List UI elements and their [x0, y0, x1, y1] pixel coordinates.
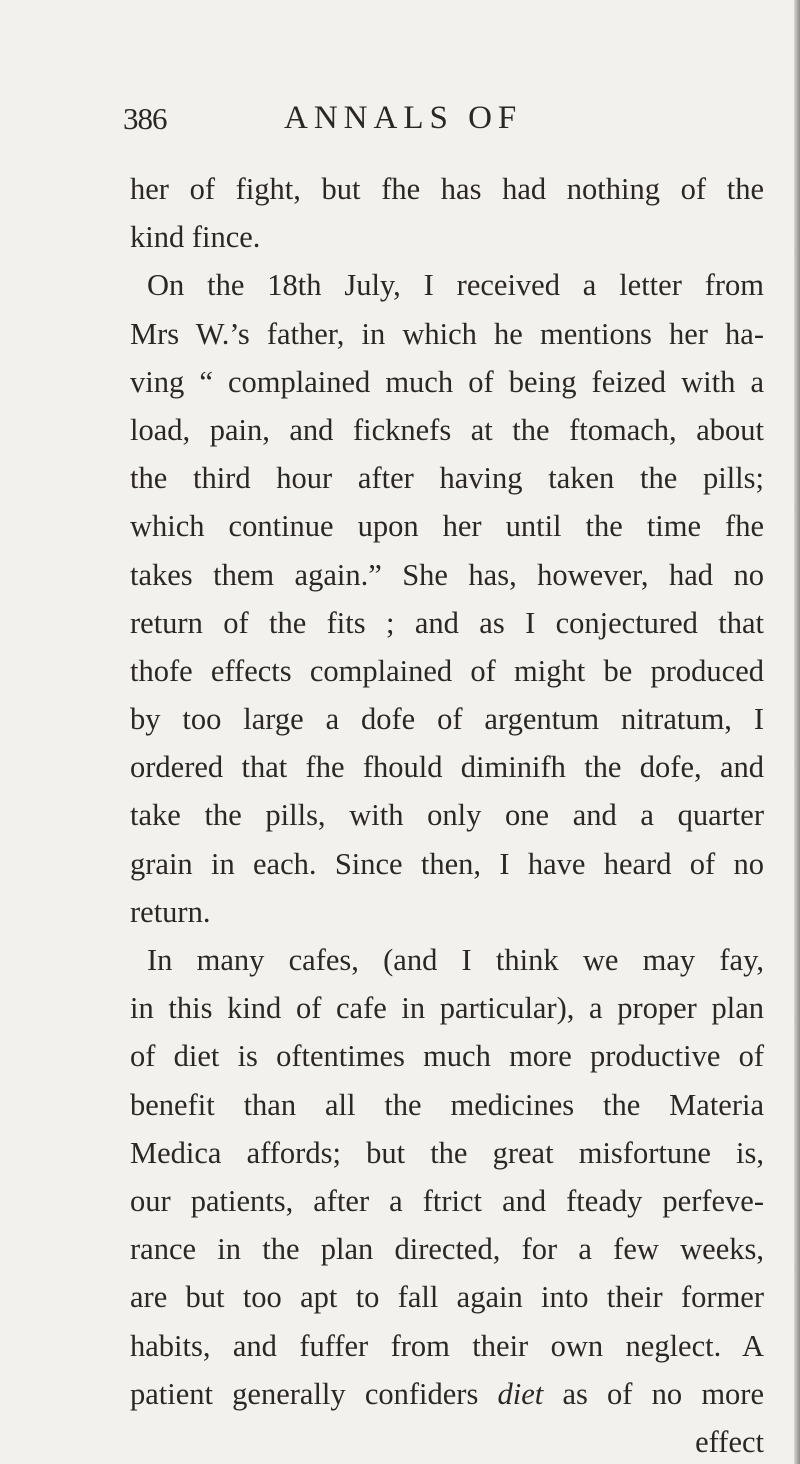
text-line: ordered that fhe fhould diminifh the dofe, and	[130, 750, 764, 785]
text-line: the third hour after having taken the pills;	[130, 461, 764, 496]
text-line	[130, 1370, 764, 1418]
page-edge-shadow	[794, 0, 800, 1464]
text-line: ving “ complained much of being feized with a	[130, 364, 764, 399]
text-line: Medica affords; but the great misfortune is,	[130, 1135, 764, 1170]
running-head: ANNALS OF	[284, 100, 523, 136]
text-line: in this kind of cafe in particular), a proper plan	[130, 991, 764, 1026]
text-line: Mrs W.’s father, in which he mentions her ha-	[130, 316, 764, 351]
text-line: In many cafes, (and I think we may fay,	[147, 943, 764, 977]
text-line: her of fight, but fhe has had nothing of the	[130, 172, 764, 206]
text-segment: patient generally confiders	[130, 1376, 479, 1411]
text-line: which continue upon her until the time fhe	[130, 509, 764, 544]
text-line: benefit than all the medicines the Materia	[130, 1087, 764, 1122]
text-line: grain in each. Since then, I have heard of no	[130, 846, 764, 881]
body-text	[130, 165, 764, 1464]
text-line: return of the fits ; and as I conjectured that	[130, 605, 764, 640]
text-line: take the pills, with only one and a quarter	[130, 798, 764, 833]
text-line: return.	[130, 894, 211, 929]
page-number: 386	[123, 101, 167, 136]
text-line: our patients, after a ftrict and fteady perfeve-	[130, 1183, 764, 1218]
text-segment: as of no more	[562, 1376, 764, 1411]
text-line: rance in the plan directed, for a few weeks,	[130, 1232, 764, 1267]
text-line: thofe effects complained of might be produced	[130, 653, 764, 688]
text-line: takes them again.” She has, however, had no	[130, 557, 764, 592]
text-line: habits, and fuffer from their own neglect. A	[130, 1328, 764, 1363]
text-line: of diet is oftentimes much more productive of	[130, 1039, 764, 1074]
text-line: On the 18th July, I received a letter from	[147, 268, 764, 303]
page-header	[123, 101, 723, 151]
text-line: load, pain, and ficknefs at the ftomach, about	[130, 412, 764, 447]
text-line: kind fince.	[130, 220, 261, 255]
text-line: by too large a dofe of argentum nitratum, I	[130, 702, 764, 737]
text-line: are but too apt to fall again into their former	[130, 1280, 764, 1315]
catchword: effect	[695, 1424, 764, 1459]
italic-word: diet	[497, 1376, 544, 1411]
